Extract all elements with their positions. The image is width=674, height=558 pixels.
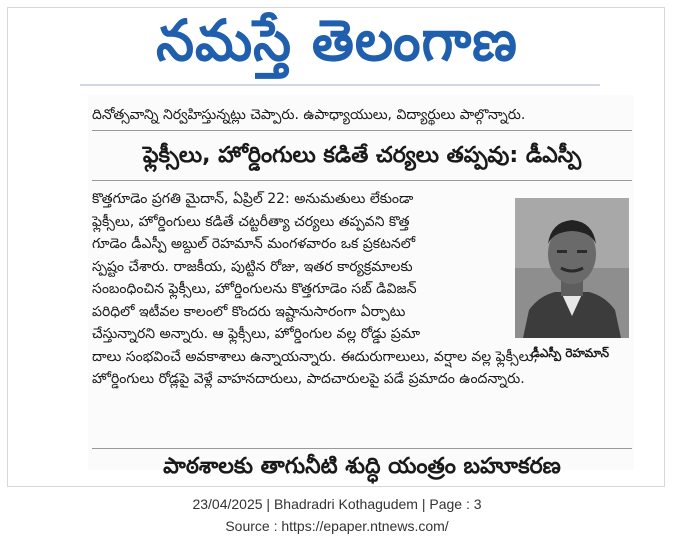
body-line: దాలు సంభవించే అవకాశాలు ఉన్నాయన్నారు. ఈదురుగాలులు, వర్షాల వల్ల ఫ్లెక్సీలు, — [92, 348, 538, 365]
masthead-divider — [80, 84, 600, 86]
body-line: పరిధిలో ఇటీవల కాలంలో కొందరు ఇష్టానుసారంగా ఏర్పాటు — [92, 303, 406, 320]
separator-line — [92, 448, 632, 449]
body-line: స్పష్టం చేశారు. రాజకీయ, పుట్టిన రోజు, ఇతర కార్యక్రమాలకు — [92, 258, 413, 275]
edition-info: 23/04/2025 | Bhadradri Kothagudem | Page : 3 — [192, 496, 482, 512]
previous-article-tail: దినోత్సవాన్ని నిర్వహిస్తున్నట్లు చెప్పారు. ఉపాధ్యాయులు, విద్యార్థులు పాల్గొన్నారు. — [92, 107, 526, 123]
separator-line — [92, 130, 632, 131]
body-line: చేస్తున్నారని అన్నారు. ఆ ఫ్లెక్సీలు, హోర్డింగుల వల్ల రోడ్డు ప్రమా — [92, 326, 421, 342]
body-line: గూడెం డీఎస్పీ అబ్దుల్ రెహమాన్ మంగళవారం ఒక ప్రకటనలో — [92, 236, 416, 252]
next-article-headline: పాఠశాలకు తాగునీటి శుద్ధి యంత్రం బహూకరణ — [163, 454, 561, 479]
newspaper-masthead: నమస్తే తెలంగాణ — [156, 7, 518, 74]
body-line: హోర్డింగులు రోడ్లపై వెళ్లే వాహనదారులు, పాదచారులపై పడే ప్రమాదం ఉందన్నారు. — [92, 371, 525, 387]
body-line: కొత్తగూడెం ప్రగతి మైదాన్, ఏప్రిల్ 22: అనుమతులు లేకుండా — [92, 191, 414, 207]
separator-line — [92, 180, 632, 181]
body-line: సంబంధించిన ఫ్లెక్సీలు, హోర్డింగులను కొత్తగూడెం సబ్ డివిజన్ — [92, 281, 417, 297]
source-link[interactable]: Source : https://epaper.ntnews.com/ — [225, 518, 449, 534]
photo-caption: డీఎస్పీ రెహమాన్ — [530, 346, 610, 360]
dsp-portrait-photo — [515, 198, 629, 338]
body-line: ఫ్లెక్సీలు, హోర్డింగులు కడితే చట్టరీత్యా చర్యలు తప్పవని కొత్త — [92, 213, 410, 230]
article-headline: ఫ్లెక్సీలు, హోర్డింగులు కడితే చర్యలు తప్పవు: డీఎస్పీ — [142, 143, 582, 168]
